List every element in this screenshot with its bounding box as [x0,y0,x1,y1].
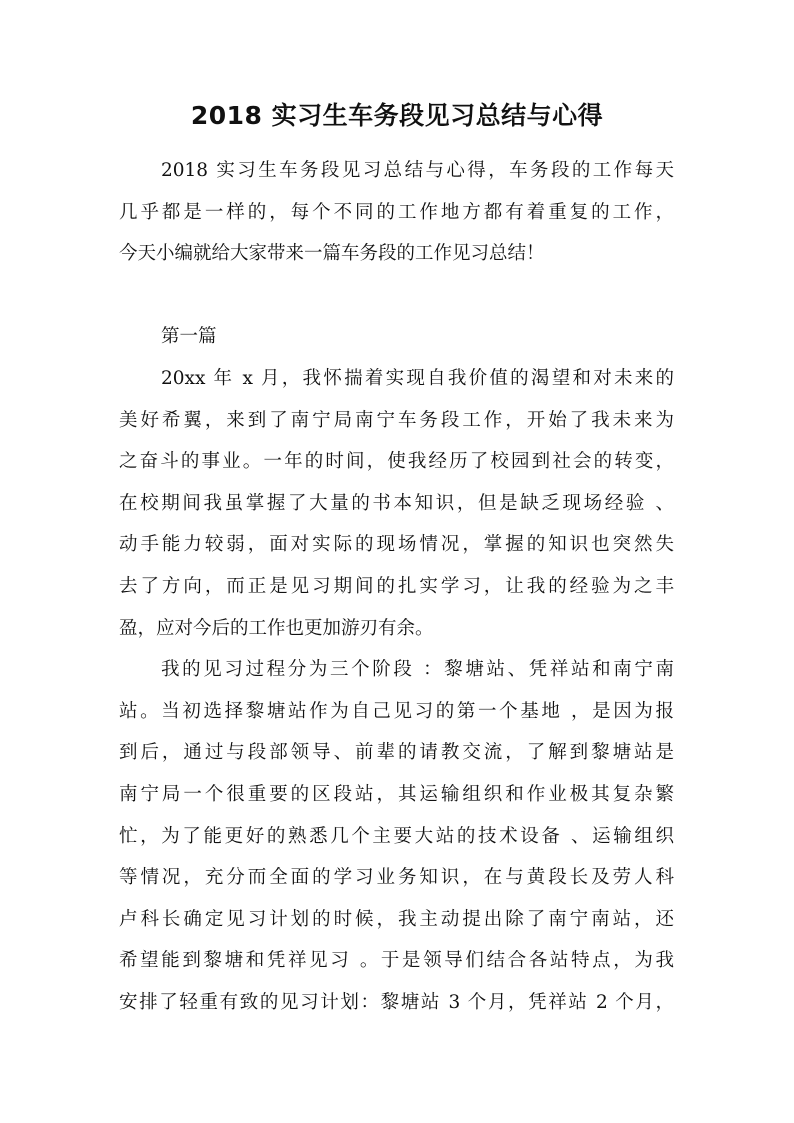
text-line: 动手能力较弱，面对实际的现场情况，掌握的知识也突然失 [119,534,674,556]
text-line: 今天小编就给大家带来一篇车务段的工作见习总结！ [119,243,545,265]
document-body [119,150,674,1023]
paragraph-intro [119,150,674,275]
text-line: 忙，为了能更好的熟悉几个主要大站的技术设备 、运输组织 [119,825,674,847]
text-line: 在校期间我虽掌握了大量的书本知识，但是缺乏现场经验 、 [119,492,674,514]
paragraph-internship-stages [119,649,674,1023]
text-line: 希望能到黎塘和凭祥见习 。于是领导们结合各站特点，为我 [119,950,674,972]
text-line: 卢科长确定见习计划的时候，我主动提出除了南宁南站，还 [119,908,674,930]
text-line: 几乎都是一样的，每个不同的工作地方都有着重复的工作， [119,201,674,223]
section-heading [119,316,674,358]
text-line: 站。当初选择黎塘站作为自己见习的第一个基地 ，是因为报 [119,700,674,722]
text-line: 南宁局一个很重要的区段站，其运输组织和作业极其复杂繁 [119,783,674,805]
text-line: 20xx 年 x 月，我怀揣着实现自我价值的渴望和对未来的 [161,367,674,389]
text-line: 之奋斗的事业。一年的时间，使我经历了校园到社会的转变， [119,451,674,473]
text-line: 我的见习过程分为三个阶段 ：黎塘站、凭祥站和南宁南 [161,659,674,681]
paragraph-section-1 [119,358,674,649]
text-line: 等情况，充分而全面的学习业务知识，在与黄段长及劳人科 [119,867,674,889]
text-line: 到后，通过与段部领导、前辈的请教交流，了解到黎塘站是 [119,742,674,764]
text-line: 盈，应对今后的工作也更加游刃有余。 [119,617,434,639]
document-title: 2018 实习生车务段见习总结与心得 [190,101,604,130]
text-line: 安排了轻重有致的见习计划：黎塘站 3 个月，凭祥站 2 个月， [119,991,674,1013]
section-heading-text: 第一篇 [161,326,217,348]
text-line: 2018 实习生车务段见习总结与心得，车务段的工作每天 [161,160,674,181]
paragraph-gap [119,275,674,317]
text-line: 美好希翼，来到了南宁局南宁车务段工作，开始了我未来为 [119,409,674,431]
text-line: 去了方向，而正是见习期间的扎实学习，让我的经验为之丰 [119,575,674,597]
